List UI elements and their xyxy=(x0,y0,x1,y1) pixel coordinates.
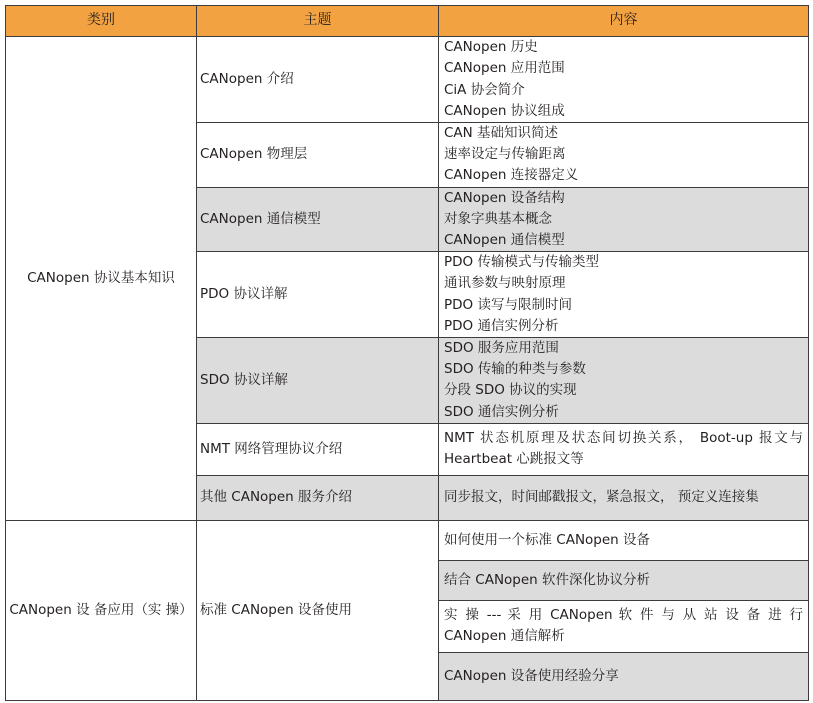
content-cell xyxy=(439,520,809,560)
content-item: 如何使用一个标准 CANopen 设备 xyxy=(444,531,651,548)
content-item: CiA 协会简介 xyxy=(444,81,525,98)
content-item: CANopen 协议组成 xyxy=(444,102,565,119)
content-item: 同步报文，时间邮戳报文，紧急报文， 预定义连接集 xyxy=(444,489,759,506)
topic-cell: NMT 网络管理协议介绍 xyxy=(197,423,439,475)
header-topic: 主题 xyxy=(197,6,439,37)
content-item: 对象字典基本概念 xyxy=(444,210,552,227)
category-cell: CANopen 协议基本知识 xyxy=(6,37,197,521)
content-cell xyxy=(439,652,809,700)
table-row xyxy=(6,520,809,560)
content-item: NMT 状态机原理及状态间切换关系， Boot-up 报文与 Heartbeat 心跳报文等 xyxy=(444,430,803,468)
content-cell xyxy=(439,187,809,252)
content-cell xyxy=(439,252,809,338)
header-category: 类别 xyxy=(6,6,197,37)
topic-cell: PDO 协议详解 xyxy=(197,252,439,338)
content-item: SDO 通信实例分析 xyxy=(444,403,559,420)
topic-cell: SDO 协议详解 xyxy=(197,338,439,424)
content-cell xyxy=(439,475,809,520)
topic-cell: CANopen 物理层 xyxy=(197,123,439,188)
content-item: CANopen 设备使用经验分享 xyxy=(444,667,619,684)
content-cell xyxy=(439,600,809,652)
course-table xyxy=(5,5,809,701)
content-item: CANopen 连接器定义 xyxy=(444,167,579,184)
topic-cell: 标准 CANopen 设备使用 xyxy=(197,520,439,700)
content-item: CANopen 通信模型 xyxy=(444,232,565,249)
category-cell: CANopen 设 备应用（实 操） xyxy=(6,520,197,700)
table-row xyxy=(6,37,809,123)
content-item: SDO 传输的种类与参数 xyxy=(444,361,586,378)
content-item: 分段 SDO 协议的实现 xyxy=(444,382,577,399)
header-content: 内容 xyxy=(439,6,809,37)
content-item: 实 操 --- 采 用 CANopen 软 件 与 从 站 设 备 进 行 CANopen 通信解析 xyxy=(444,607,803,645)
content-item: SDO 服务应用范围 xyxy=(444,340,559,357)
content-cell xyxy=(439,423,809,475)
content-item: CAN 基础知识简述 xyxy=(444,125,559,141)
content-item: PDO 读写与限制时间 xyxy=(444,296,572,313)
content-cell xyxy=(439,560,809,600)
content-cell xyxy=(439,338,809,424)
content-item: CANopen 应用范围 xyxy=(444,60,565,77)
content-item: CANopen 设备结构 xyxy=(444,189,565,206)
content-item: 结合 CANopen 软件深化协议分析 xyxy=(444,571,651,588)
content-cell xyxy=(439,37,809,123)
content-item: 通讯参数与映射原理 xyxy=(444,275,566,292)
content-cell xyxy=(439,123,809,188)
header-row xyxy=(6,6,809,37)
topic-cell: CANopen 通信模型 xyxy=(197,187,439,252)
content-item: PDO 通信实例分析 xyxy=(444,317,559,334)
content-item: PDO 传输模式与传输类型 xyxy=(444,254,599,271)
topic-cell: CANopen 介绍 xyxy=(197,37,439,123)
content-item: CANopen 历史 xyxy=(444,39,538,56)
topic-cell: 其他 CANopen 服务介绍 xyxy=(197,475,439,520)
content-item: 速率设定与传输距离 xyxy=(444,146,566,163)
